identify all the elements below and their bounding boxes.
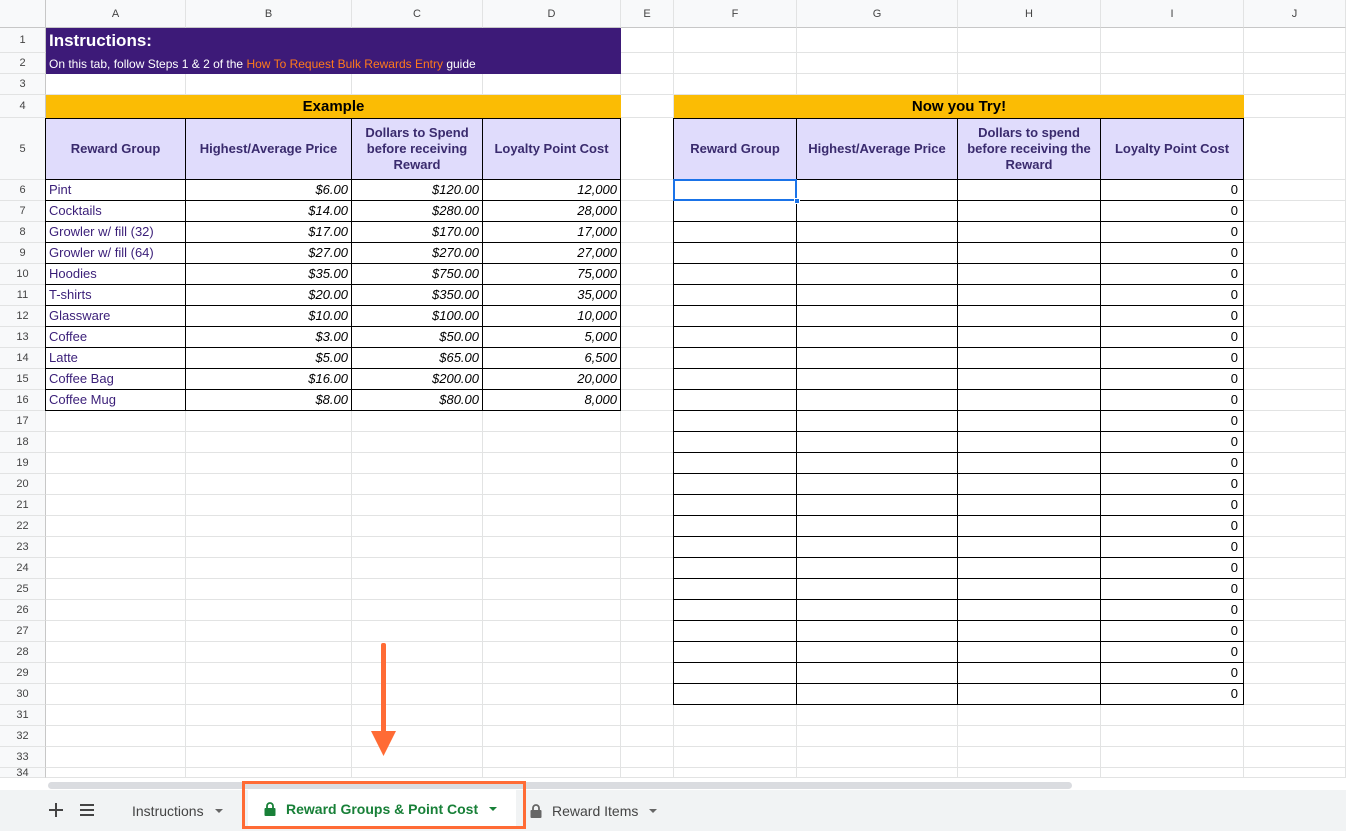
example-top-border [46, 118, 621, 119]
input-cell[interactable] [797, 222, 958, 243]
input-cell[interactable] [958, 663, 1101, 684]
row-header[interactable]: 6 [0, 180, 46, 201]
loyalty-point-cost-cell[interactable]: 0 [1101, 495, 1244, 516]
example-value-cell[interactable]: 75,000 [483, 264, 621, 285]
input-cell[interactable] [958, 516, 1101, 537]
row-header[interactable]: 21 [0, 495, 46, 516]
input-cell[interactable] [958, 537, 1101, 558]
row-header[interactable]: 3 [0, 74, 46, 95]
loyalty-point-cost-cell[interactable]: 0 [1101, 537, 1244, 558]
input-cell[interactable] [674, 306, 797, 327]
input-cell[interactable] [674, 201, 797, 222]
loyalty-point-cost-cell[interactable]: 0 [1101, 264, 1244, 285]
example-value-cell[interactable]: $27.00 [186, 243, 352, 264]
guide-link[interactable]: How To Request Bulk Rewards Entry [246, 57, 443, 71]
input-cell[interactable] [797, 495, 958, 516]
loyalty-point-cost-cell[interactable]: 0 [1101, 327, 1244, 348]
input-cell[interactable] [674, 432, 797, 453]
input-cell[interactable] [674, 327, 797, 348]
input-cell[interactable] [797, 327, 958, 348]
instructions-text-suffix: guide [442, 57, 476, 71]
loyalty-point-cost-cell[interactable]: 0 [1101, 369, 1244, 390]
row-header[interactable]: 11 [0, 285, 46, 306]
gridline [46, 767, 1346, 768]
row-header[interactable]: 15 [0, 369, 46, 390]
try-top-border [674, 118, 1244, 119]
reward-group-cell[interactable]: Cocktails [46, 201, 186, 222]
tab-label: Reward Items [552, 803, 639, 819]
input-cell[interactable] [958, 642, 1101, 663]
chevron-down-icon [214, 808, 224, 814]
example-value-cell[interactable]: 8,000 [483, 390, 621, 411]
instructions-title: Instructions: [49, 31, 152, 50]
input-cell[interactable] [797, 411, 958, 432]
row-header[interactable]: 28 [0, 642, 46, 663]
loyalty-point-cost-cell[interactable]: 0 [1101, 411, 1244, 432]
loyalty-point-cost-cell[interactable]: 0 [1101, 558, 1244, 579]
down-arrow-annotation [368, 643, 400, 758]
reward-group-cell[interactable]: Coffee Mug [46, 390, 186, 411]
row-header[interactable]: 8 [0, 222, 46, 243]
row-header[interactable]: 20 [0, 474, 46, 495]
row-header[interactable]: 32 [0, 726, 46, 747]
input-cell[interactable] [797, 201, 958, 222]
example-value-cell[interactable]: 35,000 [483, 285, 621, 306]
column-header[interactable]: H [958, 0, 1101, 28]
example-value-cell[interactable]: 10,000 [483, 306, 621, 327]
loyalty-point-cost-cell[interactable]: 0 [1101, 600, 1244, 621]
example-value-cell[interactable]: $120.00 [352, 180, 483, 201]
input-cell[interactable] [797, 621, 958, 642]
input-cell[interactable] [797, 474, 958, 495]
input-cell[interactable] [958, 600, 1101, 621]
input-cell[interactable] [797, 516, 958, 537]
row-header[interactable]: 25 [0, 579, 46, 600]
sheet-tab-bar [0, 790, 1346, 831]
input-cell[interactable] [958, 474, 1101, 495]
input-cell[interactable] [674, 411, 797, 432]
input-cell[interactable] [958, 411, 1101, 432]
loyalty-point-cost-cell[interactable]: 0 [1101, 390, 1244, 411]
loyalty-point-cost-cell[interactable]: 0 [1101, 579, 1244, 600]
example-value-cell[interactable]: $16.00 [186, 369, 352, 390]
try-header-cell: Highest/Average Price [797, 118, 958, 180]
loyalty-point-cost-cell[interactable]: 0 [1101, 684, 1244, 705]
input-cell[interactable] [674, 642, 797, 663]
column-header[interactable]: F [674, 0, 797, 28]
row-header[interactable]: 27 [0, 621, 46, 642]
reward-group-cell[interactable]: Coffee [46, 327, 186, 348]
loyalty-point-cost-cell[interactable]: 0 [1101, 201, 1244, 222]
input-cell[interactable] [958, 390, 1101, 411]
row-header[interactable]: 29 [0, 663, 46, 684]
input-cell[interactable] [674, 495, 797, 516]
input-cell[interactable] [797, 432, 958, 453]
tab-reward-items[interactable] [522, 792, 682, 830]
example-value-cell[interactable]: 12,000 [483, 180, 621, 201]
column-header[interactable]: C [352, 0, 483, 28]
instructions-text [49, 55, 476, 73]
input-cell[interactable] [797, 306, 958, 327]
reward-group-cell[interactable]: Glassware [46, 306, 186, 327]
example-value-cell[interactable]: $8.00 [186, 390, 352, 411]
example-value-cell[interactable]: $170.00 [352, 222, 483, 243]
try-header-cell: Loyalty Point Cost [1101, 118, 1244, 180]
input-cell[interactable] [797, 558, 958, 579]
reward-group-cell[interactable]: T-shirts [46, 285, 186, 306]
example-value-cell[interactable]: $80.00 [352, 390, 483, 411]
input-cell[interactable] [958, 222, 1101, 243]
column-header[interactable]: G [797, 0, 958, 28]
column-header[interactable]: B [186, 0, 352, 28]
loyalty-point-cost-cell[interactable]: 0 [1101, 306, 1244, 327]
reward-group-cell[interactable]: Coffee Bag [46, 369, 186, 390]
loyalty-point-cost-cell[interactable]: 0 [1101, 516, 1244, 537]
try-header-cell: Reward Group [674, 118, 797, 180]
input-cell[interactable] [958, 432, 1101, 453]
example-band: Example [46, 95, 621, 118]
input-cell[interactable] [674, 390, 797, 411]
row-header[interactable]: 30 [0, 684, 46, 705]
input-cell[interactable] [958, 180, 1101, 201]
gridline [46, 746, 1346, 747]
select-all-corner[interactable] [0, 0, 46, 28]
example-value-cell[interactable]: $17.00 [186, 222, 352, 243]
input-cell[interactable] [797, 684, 958, 705]
row-header[interactable]: 19 [0, 453, 46, 474]
input-cell[interactable] [958, 621, 1101, 642]
input-cell[interactable] [797, 600, 958, 621]
reward-group-cell[interactable]: Growler w/ fill (32) [46, 222, 186, 243]
example-header-cell: Highest/Average Price [186, 118, 352, 180]
example-value-cell[interactable]: $750.00 [352, 264, 483, 285]
input-cell[interactable] [958, 453, 1101, 474]
row-header[interactable]: 10 [0, 264, 46, 285]
try-header-cell: Dollars to spend before receiving the Reward [958, 118, 1101, 180]
example-value-cell[interactable]: $350.00 [352, 285, 483, 306]
example-value-cell[interactable]: $20.00 [186, 285, 352, 306]
example-value-cell[interactable]: $35.00 [186, 264, 352, 285]
example-value-cell[interactable]: $100.00 [352, 306, 483, 327]
example-value-cell[interactable]: $65.00 [352, 348, 483, 369]
tab-label: Reward Groups & Point Cost [286, 801, 479, 817]
example-value-cell[interactable]: $3.00 [186, 327, 352, 348]
input-cell[interactable] [797, 390, 958, 411]
example-value-cell[interactable]: $270.00 [352, 243, 483, 264]
input-cell[interactable] [958, 348, 1101, 369]
gridline [46, 777, 1346, 778]
input-cell[interactable] [674, 663, 797, 684]
row-header[interactable]: 31 [0, 705, 46, 726]
loyalty-point-cost-cell[interactable]: 0 [1101, 663, 1244, 684]
reward-group-cell[interactable]: Hoodies [46, 264, 186, 285]
try-band: Now you Try! [674, 95, 1244, 118]
row-header[interactable]: 12 [0, 306, 46, 327]
row-header[interactable]: 23 [0, 537, 46, 558]
input-cell[interactable] [674, 264, 797, 285]
tab-label: Instructions [132, 803, 204, 819]
chevron-down-icon [648, 808, 658, 814]
row-header[interactable]: 1 [0, 28, 46, 53]
input-cell[interactable] [797, 453, 958, 474]
lock-icon [530, 804, 542, 818]
plus-icon [49, 803, 63, 817]
column-header[interactable]: J [1244, 0, 1346, 28]
input-cell[interactable] [797, 642, 958, 663]
example-value-cell[interactable]: $50.00 [352, 327, 483, 348]
loyalty-point-cost-cell[interactable]: 0 [1101, 348, 1244, 369]
column-header[interactable]: E [621, 0, 674, 28]
row-header[interactable]: 13 [0, 327, 46, 348]
input-cell[interactable] [674, 222, 797, 243]
column-header[interactable]: D [483, 0, 621, 28]
gridline [46, 725, 1346, 726]
input-cell[interactable] [674, 285, 797, 306]
row-header[interactable]: 4 [0, 95, 46, 118]
row-header[interactable]: 2 [0, 53, 46, 74]
list-icon [80, 804, 94, 816]
loyalty-point-cost-cell[interactable]: 0 [1101, 474, 1244, 495]
horizontal-scrollbar[interactable] [48, 782, 1072, 789]
input-cell[interactable] [958, 264, 1101, 285]
input-cell[interactable] [958, 684, 1101, 705]
example-value-cell[interactable]: $280.00 [352, 201, 483, 222]
input-cell[interactable] [958, 558, 1101, 579]
loyalty-point-cost-cell[interactable]: 0 [1101, 642, 1244, 663]
example-value-cell[interactable]: 27,000 [483, 243, 621, 264]
input-cell[interactable] [674, 516, 797, 537]
selected-cell[interactable] [673, 179, 797, 201]
input-cell[interactable] [797, 348, 958, 369]
loyalty-point-cost-cell[interactable]: 0 [1101, 180, 1244, 201]
example-value-cell[interactable]: $6.00 [186, 180, 352, 201]
reward-group-cell[interactable]: Latte [46, 348, 186, 369]
input-cell[interactable] [958, 306, 1101, 327]
input-cell[interactable] [674, 684, 797, 705]
input-cell[interactable] [797, 243, 958, 264]
input-cell[interactable] [958, 369, 1101, 390]
loyalty-point-cost-cell[interactable]: 0 [1101, 432, 1244, 453]
input-cell[interactable] [797, 369, 958, 390]
input-cell[interactable] [674, 474, 797, 495]
row-header[interactable]: 24 [0, 558, 46, 579]
input-cell[interactable] [958, 243, 1101, 264]
input-cell[interactable] [674, 600, 797, 621]
input-cell[interactable] [674, 621, 797, 642]
row-header[interactable]: 16 [0, 390, 46, 411]
input-cell[interactable] [674, 558, 797, 579]
tab-instructions[interactable] [118, 792, 244, 830]
input-cell[interactable] [958, 495, 1101, 516]
input-cell[interactable] [674, 453, 797, 474]
example-header-cell: Loyalty Point Cost [483, 118, 621, 180]
loyalty-point-cost-cell[interactable]: 0 [1101, 222, 1244, 243]
row-header[interactable]: 7 [0, 201, 46, 222]
loyalty-point-cost-cell[interactable]: 0 [1101, 621, 1244, 642]
example-header-cell: Reward Group [46, 118, 186, 180]
reward-group-cell[interactable]: Growler w/ fill (64) [46, 243, 186, 264]
active-tab-highlight-annotation [242, 781, 526, 829]
row-header[interactable]: 5 [0, 118, 46, 180]
row-header[interactable]: 22 [0, 516, 46, 537]
column-header[interactable]: I [1101, 0, 1244, 28]
fill-handle[interactable] [794, 198, 800, 204]
input-cell[interactable] [674, 243, 797, 264]
loyalty-point-cost-cell[interactable]: 0 [1101, 243, 1244, 264]
row-header[interactable]: 34 [0, 768, 46, 778]
input-cell[interactable] [674, 369, 797, 390]
example-value-cell[interactable]: $5.00 [186, 348, 352, 369]
input-cell[interactable] [958, 201, 1101, 222]
row-header[interactable]: 9 [0, 243, 46, 264]
all-sheets-button[interactable] [75, 798, 99, 822]
example-value-cell[interactable]: $200.00 [352, 369, 483, 390]
row-header[interactable]: 33 [0, 747, 46, 768]
input-cell[interactable] [958, 579, 1101, 600]
example-value-cell[interactable]: $10.00 [186, 306, 352, 327]
example-value-cell[interactable]: 17,000 [483, 222, 621, 243]
example-value-cell[interactable]: 6,500 [483, 348, 621, 369]
input-cell[interactable] [797, 537, 958, 558]
reward-group-cell[interactable]: Pint [46, 180, 186, 201]
input-cell[interactable] [958, 327, 1101, 348]
instructions-banner [46, 28, 621, 74]
row-header[interactable]: 17 [0, 411, 46, 432]
loyalty-point-cost-cell[interactable]: 0 [1101, 453, 1244, 474]
input-cell[interactable] [674, 579, 797, 600]
instructions-text-prefix: On this tab, follow Steps 1 & 2 of the [49, 57, 247, 71]
example-value-cell[interactable]: 20,000 [483, 369, 621, 390]
input-cell[interactable] [797, 663, 958, 684]
example-value-cell[interactable]: $14.00 [186, 201, 352, 222]
input-cell[interactable] [674, 348, 797, 369]
example-value-cell[interactable]: 5,000 [483, 327, 621, 348]
input-cell[interactable] [797, 264, 958, 285]
input-cell[interactable] [958, 285, 1101, 306]
column-header[interactable]: A [46, 0, 186, 28]
row-header[interactable]: 26 [0, 600, 46, 621]
loyalty-point-cost-cell[interactable]: 0 [1101, 285, 1244, 306]
input-cell[interactable] [674, 537, 797, 558]
row-header[interactable]: 18 [0, 432, 46, 453]
example-header-cell: Dollars to Spend before receiving Reward [352, 118, 483, 180]
add-sheet-button[interactable] [44, 798, 68, 822]
row-header[interactable]: 14 [0, 348, 46, 369]
input-cell[interactable] [797, 285, 958, 306]
input-cell[interactable] [797, 180, 958, 201]
input-cell[interactable] [797, 579, 958, 600]
example-value-cell[interactable]: 28,000 [483, 201, 621, 222]
